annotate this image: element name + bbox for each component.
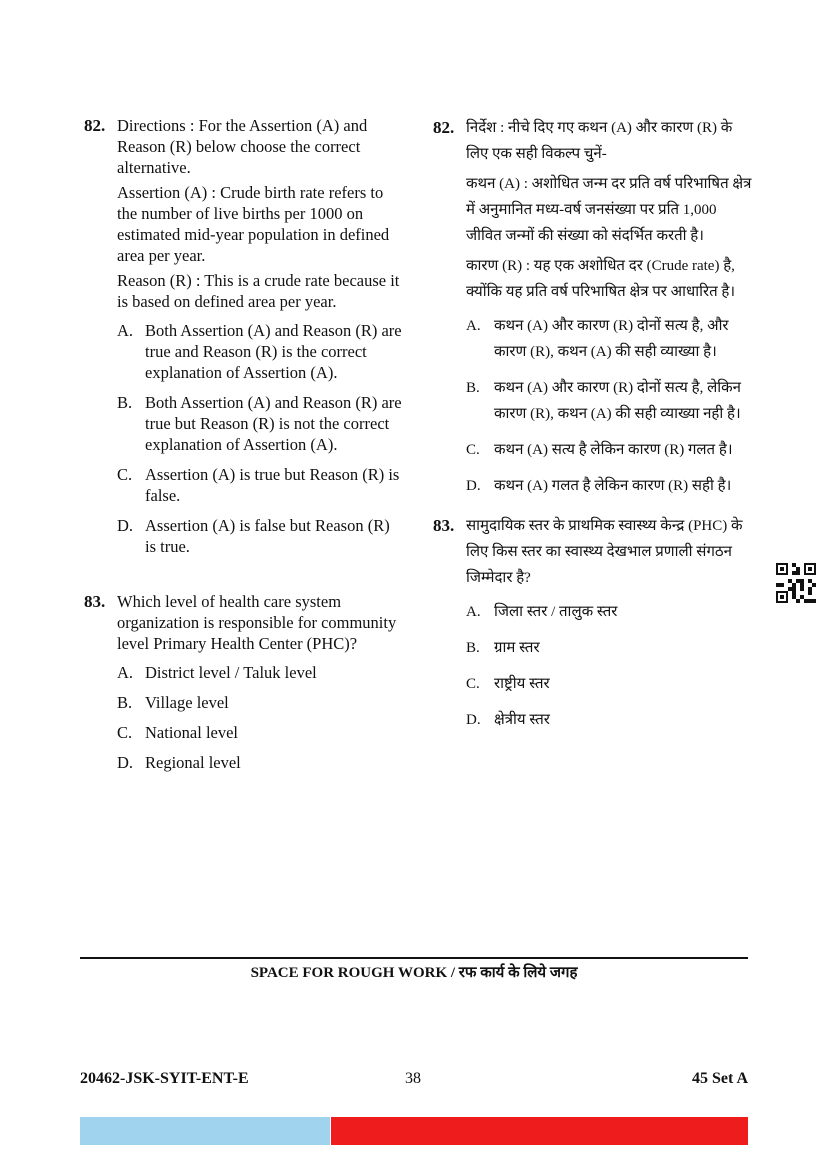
reason-text: कारण (R) : यह एक अशोधित दर (Crude rate) है, क्योंकि यह प्रति वर्ष परिभाषित क्षेत्र पर आधारित है। — [466, 258, 736, 300]
option-text: Assertion (A) is true but Reason (R) is false. — [145, 465, 400, 505]
option-b — [466, 375, 753, 427]
option-c — [466, 437, 753, 463]
option-label: C. — [466, 676, 480, 692]
option-b — [466, 635, 753, 661]
option-text: कथन (A) सत्य है लेकिन कारण (R) गलत है। — [494, 442, 733, 458]
option-label: B. — [117, 693, 133, 712]
option-text: District level / Taluk level — [145, 663, 317, 682]
option-label: D. — [117, 516, 134, 535]
question-83-hi — [433, 513, 753, 733]
option-label: C. — [117, 465, 133, 484]
english-column — [84, 115, 402, 782]
option-text: Village level — [145, 693, 229, 712]
option-label: D. — [466, 712, 481, 728]
option-a — [117, 662, 402, 683]
option-text: Both Assertion (A) and Reason (R) are true but Reason (R) is not the correct explanation of Assertion (A). — [145, 393, 402, 454]
set-label: 45 Set A — [692, 1070, 748, 1087]
rough-work-label: SPACE FOR ROUGH WORK / रफ कार्य के लिये जगह — [250, 965, 578, 981]
option-label: A. — [466, 318, 481, 334]
option-text: Regional level — [145, 753, 241, 772]
paper-code: 20462-JSK-SYIT-ENT-E — [80, 1070, 249, 1087]
option-label: C. — [117, 723, 133, 742]
option-text: क्षेत्रीय स्तर — [494, 712, 550, 728]
question-number: 82. — [433, 118, 455, 137]
question-text: Which level of health care system organization is responsible for community level Primary Health Center (PHC)? — [117, 592, 397, 653]
option-c — [117, 722, 402, 743]
assertion-text: कथन (A) : अशोधित जन्म दर प्रति वर्ष परिभाषित क्षेत्र में अनुमानित मध्य-वर्ष जनसंख्या पर प्रति 1,000 जीवित जन्मों की संख्या को संदर्भित करती है। — [466, 176, 752, 244]
question-number: 83. — [84, 592, 106, 611]
footer-color-bar-left — [80, 1117, 330, 1145]
page-number: 38 — [405, 1070, 421, 1087]
question-number: 82. — [84, 116, 106, 135]
question-82-en — [84, 115, 402, 557]
option-c — [117, 464, 402, 506]
question-number: 83. — [433, 516, 455, 535]
rough-work-divider — [80, 957, 748, 959]
option-label: A. — [117, 321, 134, 340]
option-text: राष्ट्रीय स्तर — [494, 676, 550, 692]
option-label: D. — [466, 478, 481, 494]
qr-code-icon — [776, 563, 816, 603]
option-text: Both Assertion (A) and Reason (R) are true and Reason (R) is the correct explanation of Assertion (A). — [145, 321, 402, 382]
option-d — [466, 473, 753, 499]
option-b — [117, 392, 402, 455]
option-b — [117, 692, 402, 713]
question-directions: निर्देश : नीचे दिए गए कथन (A) और कारण (R) के लिए एक सही विकल्प चुनें- — [466, 120, 733, 162]
option-label: A. — [117, 663, 134, 682]
question-82-hi — [433, 115, 753, 499]
option-label: A. — [466, 604, 481, 620]
option-text: ग्राम स्तर — [494, 640, 540, 656]
option-text: National level — [145, 723, 239, 742]
option-text: कथन (A) गलत है लेकिन कारण (R) सही है। — [494, 478, 732, 494]
option-label: B. — [466, 640, 480, 656]
option-label: B. — [117, 393, 133, 412]
option-text: कथन (A) और कारण (R) दोनों सत्य है, और कारण (R), कथन (A) की सही व्याख्या है। — [494, 318, 729, 360]
hindi-column — [433, 115, 753, 743]
option-text: जिला स्तर / तालुक स्तर — [494, 604, 618, 620]
option-d — [117, 752, 402, 773]
option-text: Assertion (A) is false but Reason (R) is true. — [145, 516, 390, 556]
option-label: B. — [466, 380, 480, 396]
option-d — [117, 515, 402, 557]
question-83-en — [84, 591, 402, 773]
option-a — [466, 313, 753, 365]
option-label: C. — [466, 442, 480, 458]
option-text: कथन (A) और कारण (R) दोनों सत्य है, लेकिन कारण (R), कथन (A) की सही व्याख्या नही है। — [494, 380, 741, 422]
option-c — [466, 671, 753, 697]
option-a — [117, 320, 402, 383]
question-directions: Directions : For the Assertion (A) and Reason (R) below choose the correct alternative. — [117, 116, 368, 177]
option-label: D. — [117, 753, 134, 772]
option-a — [466, 599, 753, 625]
question-text: सामुदायिक स्तर के प्राथमिक स्वास्थ्य केन्द्र (PHC) के लिए किस स्तर का स्वास्थ्य देखभाल प्रणाली संगठन जिम्मेदार है? — [466, 518, 743, 586]
assertion-text: Assertion (A) : Crude birth rate refers to the number of live births per 1000 on estimated mid-year population in defined area per year. — [117, 183, 390, 265]
reason-text: Reason (R) : This is a crude rate because it is based on defined area per year. — [117, 271, 400, 311]
option-d — [466, 707, 753, 733]
footer-color-bar-right — [331, 1117, 748, 1145]
